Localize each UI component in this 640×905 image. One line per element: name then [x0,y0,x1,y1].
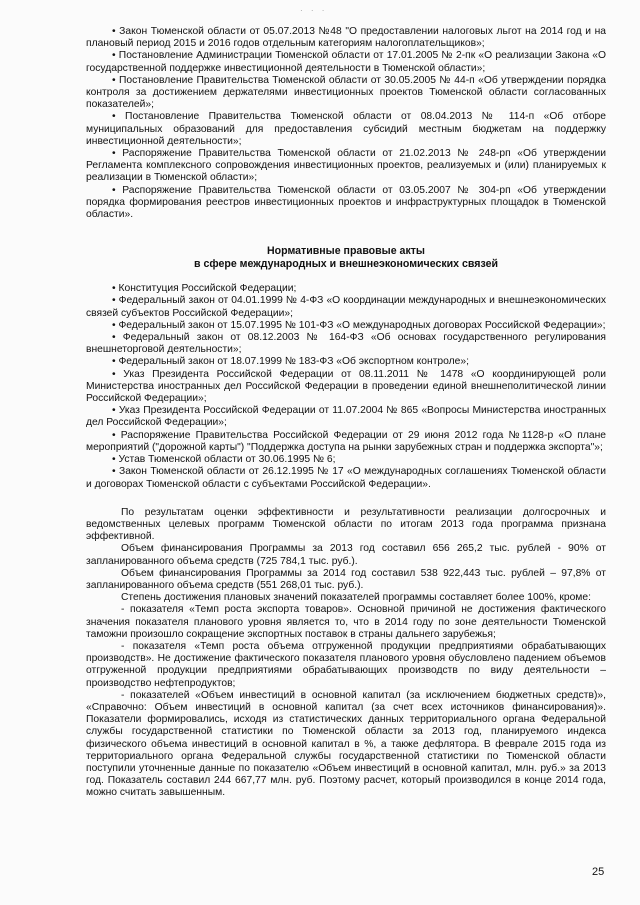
evaluation-text [86,507,606,800]
list-item: • Федеральный закон от 15.07.1995 № 101-ФЗ «О международных договорах Российской Федерации»; [112,319,606,331]
paragraph: Степень достижения плановых значений показателей программы составляет более 100%, кроме: [121,592,591,604]
paragraph: Объем финансирования Программы за 2013 год составил 656 265,2 тыс. рублей - 90% от запланированного объема средств (725 784,1 тыс. руб.). [86,543,606,567]
list-item: • Постановление Администрации Тюменской области от 17.01.2005 № 2-пк «О реализации Закона «О государственной поддержке инвестиционной деятельности в Тюменской области»; [86,50,606,74]
list-item: • Федеральный закон от 08.12.2003 № 164-ФЗ «Об основах государственного регулирования внешнеторговой деятельности»; [86,332,606,356]
investment-acts-list [86,26,606,221]
list-item: • Закон Тюменской области от 05.07.2013 №48 "О предоставлении налоговых льгот на 2014 год и на плановый период 2015 и 2016 годов отдельным категориям налогоплательщиков»; [86,26,606,50]
page-number: 25 [592,866,605,878]
list-item: • Федеральный закон от 18.07.1999 № 183-ФЗ «Об экспортном контроле»; [112,356,469,368]
paragraph: По результатам оценки эффективности и результативности реализации долгосрочных и ведомственных целевых программ Тюменской области по итогам 2013 года программа признана эффективной. [86,506,606,543]
list-item: • Распоряжение Правительства Российской Федерации от 29 июня 2012 года №1128-р «О плане мероприятий ("дорожной карты") "Поддержка доступа на рынки зарубежных стран и поддержка экспорта"»; [86,429,606,453]
paragraph: - показателя «Темп роста экспорта товаров». Основной причиной не достижения фактического значения показателя планового уровня является то, что в 2014 году по зоне деятельности Тюменской таможни произошло сокращение экспортных поставок в страны дальнего зарубежья; [86,604,606,640]
list-item: • Закон Тюменской области от 26.12.1995 № 17 «О международных соглашениях Тюменской области и договорах Тюменской области с субъектами Российской Федерации». [86,466,606,490]
list-item: • Постановление Правительства Тюменской области от 08.04.2013 № 114-п «Об отборе муниципальных образований для предоставления субсидий местным бюджетам на поддержку инвестиционной деятельности»; [86,111,606,147]
paragraph: Объем финансирования Программы за 2014 год составил 538 922,443 тыс. рублей – 97,8% от запланированного объема средств (551 268,01 тыс. руб.). [86,567,606,591]
list-item: • Распоряжение Правительства Тюменской области от 21.02.2013 № 248-рп «Об утверждении Регламента комплексного сопровождения инвестиционных проектов, реализуемых и (или) планируемых к реализации в Тюменской области»; [86,148,606,184]
paragraph: - показателей «Объем инвестиций в основной капитал (за исключением бюджетных средств)», «Справочно: Объем инвестиций в основной капитал (за счет всех источников финансирования)». Показатели формировались, исходя из статистических данных территориального органа Федеральной службы государственной статистики по Тюменской области за 2013 год, планируемого индекса физического объема инвестиций в основной капитал в %, а также дефлятора. В феврале 2015 года из территориального органа Федеральной службы государственной статистики по Тюменской области поступили уточненные данные по показателю «Объем инвестиций в основной капитал, млн. руб.» за 2013 год. Показатель составил 244 667,77 млн. руб. Поэтому расчет, который производился в конце 2014 года, можно считать завышенным. [86,689,606,799]
section-heading-line2: в сфере международных и внешнеэкономических связей [194,258,498,271]
list-item: • Постановление Правительства Тюменской области от 30.05.2005 № 44-п «Об утверждении порядка контроля за достижением держателями инвестиционных проектов Тюменской области согласованных показателей»; [86,74,606,111]
paragraph: - показателя «Темп роста объема отгруженной продукции предприятиями обрабатывающих производств». Не достижение фактического показателя планового уровня обусловлено падением объемов отгруженной продукции предприятиями обрабатывающих производств по виду деятельности – производство нефтепродуктов; [86,640,606,689]
list-item: • Указ Президента Российской Федерации от 08.11.2011 № 1478 «О координирующей роли Министерства иностранных дел Российской Федерации в проведении единой внешнеполитической линии Российской Федерации»; [86,368,606,405]
list-item: • Указ Президента Российской Федерации от 11.07.2004 № 865 «Вопросы Министерства иностранных дел Российской Федерации»; [86,405,606,429]
section-heading-line1: Нормативные правовые акты [267,245,425,258]
list-item: • Конституция Российской Федерации; [112,283,297,295]
scan-artifact: · · · [300,6,328,15]
spacer [86,491,606,507]
section-heading [86,245,606,271]
list-item: • Распоряжение Правительства Тюменской области от 03.05.2007 № 304-рп «Об утверждении порядка формирования реестров инвестиционных проектов и инфраструктурных площадок в Тюменской области». [86,184,606,221]
foreign-relations-acts-list [86,283,606,490]
document-body [86,26,606,800]
list-item: • Федеральный закон от 04.01.1999 № 4-ФЗ «О координации международных и внешнеэкономических связей субъектов Российской Федерации»; [86,295,606,319]
list-item: • Устав Тюменской области от 30.06.1995 № 6; [112,454,336,466]
